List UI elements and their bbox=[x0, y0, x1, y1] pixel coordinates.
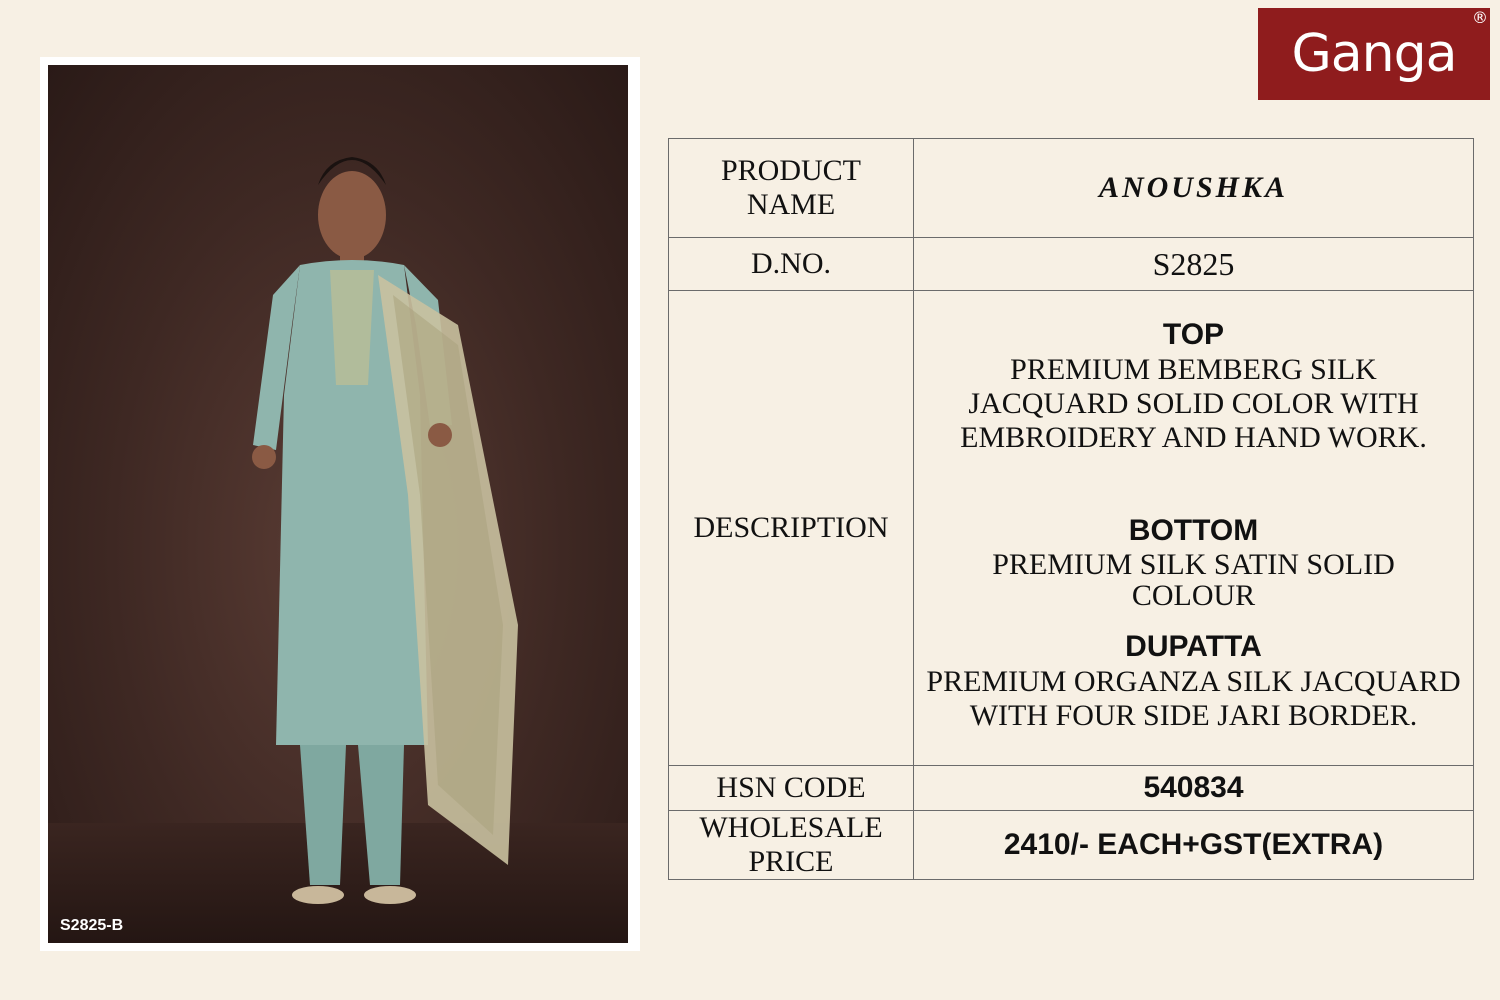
hsn-code-value: 540834 bbox=[914, 766, 1474, 811]
brand-logo bbox=[1258, 8, 1490, 100]
desc-dupatta-heading: DUPATTA bbox=[1125, 630, 1262, 663]
desc-dupatta bbox=[914, 629, 1473, 733]
row-wholesale-price bbox=[669, 811, 1474, 880]
design-no-value: S2825 bbox=[914, 238, 1474, 291]
wholesale-price-value: 2410/- EACH+GST(EXTRA) bbox=[914, 811, 1474, 880]
design-no-label: D.NO. bbox=[669, 238, 914, 291]
registered-mark: ® bbox=[1472, 8, 1488, 27]
desc-dupatta-text: PREMIUM ORGANZA SILK JACQUARD WITH FOUR SIDE JARI BORDER. bbox=[926, 665, 1461, 732]
row-hsn-code bbox=[669, 766, 1474, 811]
row-design-no bbox=[669, 238, 1474, 291]
description-value bbox=[914, 291, 1474, 766]
product-spec-table bbox=[668, 138, 1474, 880]
desc-top-text: PREMIUM BEMBERG SILK JACQUARD SOLID COLOR WITH EMBROIDERY AND HAND WORK. bbox=[960, 353, 1427, 454]
product-name-value: ANOUSHKA bbox=[914, 139, 1474, 238]
product-photo bbox=[48, 65, 628, 943]
wholesale-price-label: WHOLESALE PRICE bbox=[669, 811, 914, 880]
row-product-name bbox=[669, 139, 1474, 238]
logo-text: Ganga bbox=[1291, 24, 1457, 84]
product-name-label: PRODUCT NAME bbox=[669, 139, 914, 238]
desc-top-heading: TOP bbox=[1162, 318, 1225, 351]
desc-top bbox=[914, 317, 1473, 455]
hsn-code-label: HSN CODE bbox=[669, 766, 914, 811]
desc-bottom bbox=[914, 513, 1473, 611]
model-illustration bbox=[48, 65, 628, 943]
row-description bbox=[669, 291, 1474, 766]
description-label: DESCRIPTION bbox=[669, 291, 914, 766]
desc-bottom-heading: BOTTOM bbox=[1128, 514, 1259, 547]
desc-bottom-text: PREMIUM SILK SATIN SOLID COLOUR bbox=[992, 548, 1395, 612]
photo-caption: S2825-B bbox=[60, 917, 124, 934]
